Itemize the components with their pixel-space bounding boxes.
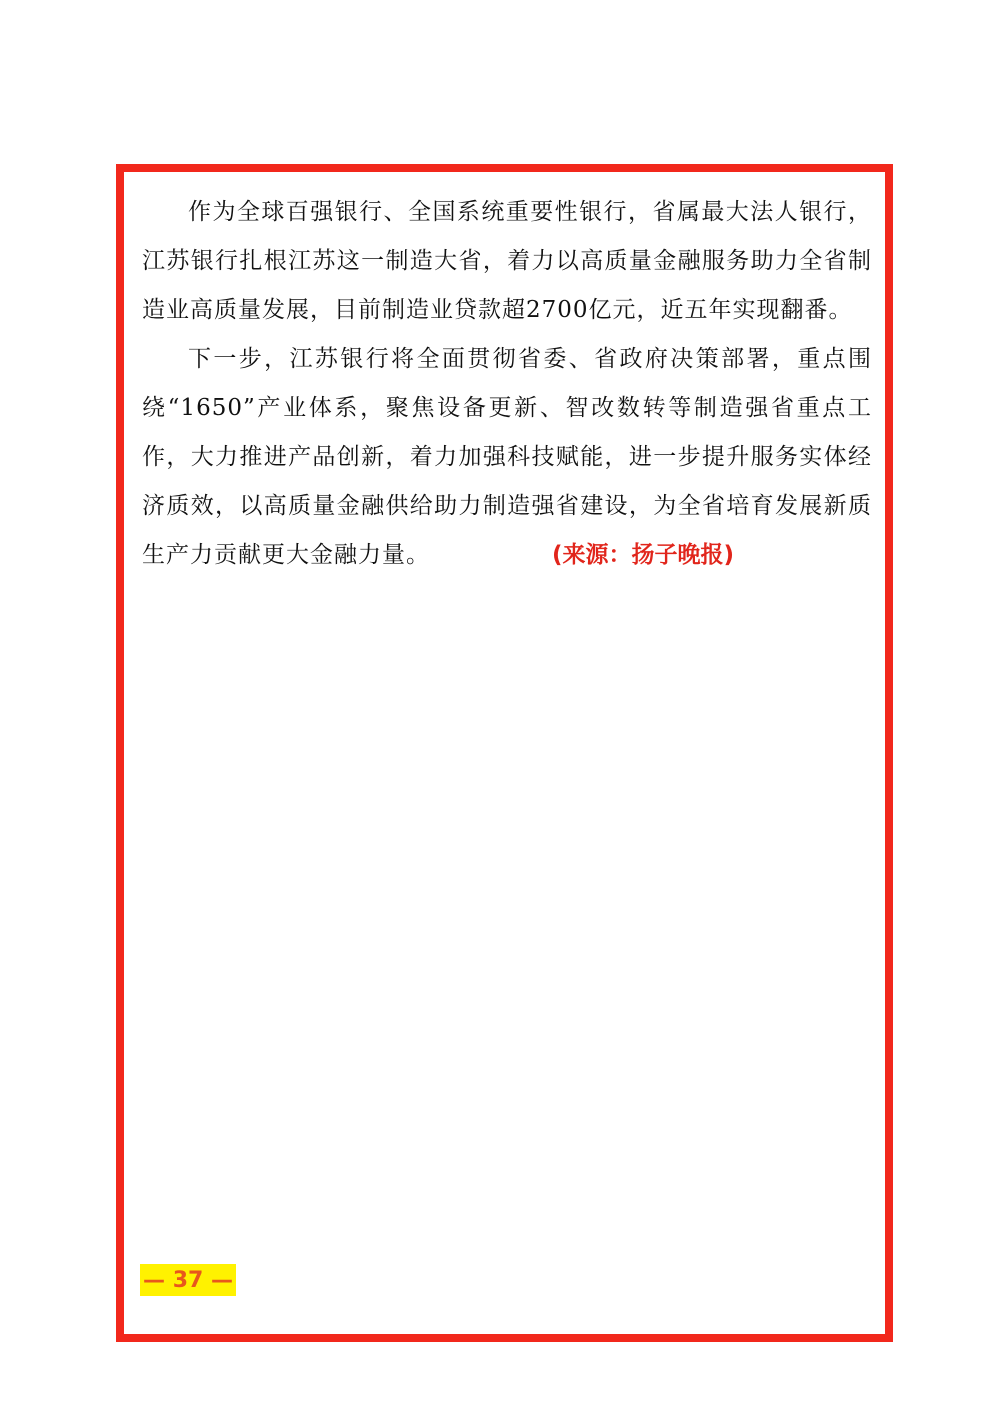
article-body [142, 188, 872, 580]
source-attribution: (来源：扬子晚报) [552, 542, 735, 568]
paragraph-2 [142, 335, 872, 580]
paragraph-1: 作为全球百强银行、全国系统重要性银行，省属最大法人银行，江苏银行扎根江苏这一制造大省，着力以高质量金融服务助力全省制造业高质量发展，目前制造业贷款超2700亿元，近五年实现翻番。 [142, 199, 872, 323]
page-border-frame [116, 164, 893, 1342]
paragraph-2-text: 下一步，江苏银行将全面贯彻省委、省政府决策部署，重点围绕“1650”产业体系，聚焦设备更新、智改数转等制造强省重点工作，大力推进产品创新，着力加强科技赋能，进一步提升服务实体经济质效，以高质量金融供给助力制造强省建设，为全省培育发展新质生产力贡献更大金融力量。 [142, 346, 872, 568]
page-number: — 37 — [140, 1264, 236, 1296]
